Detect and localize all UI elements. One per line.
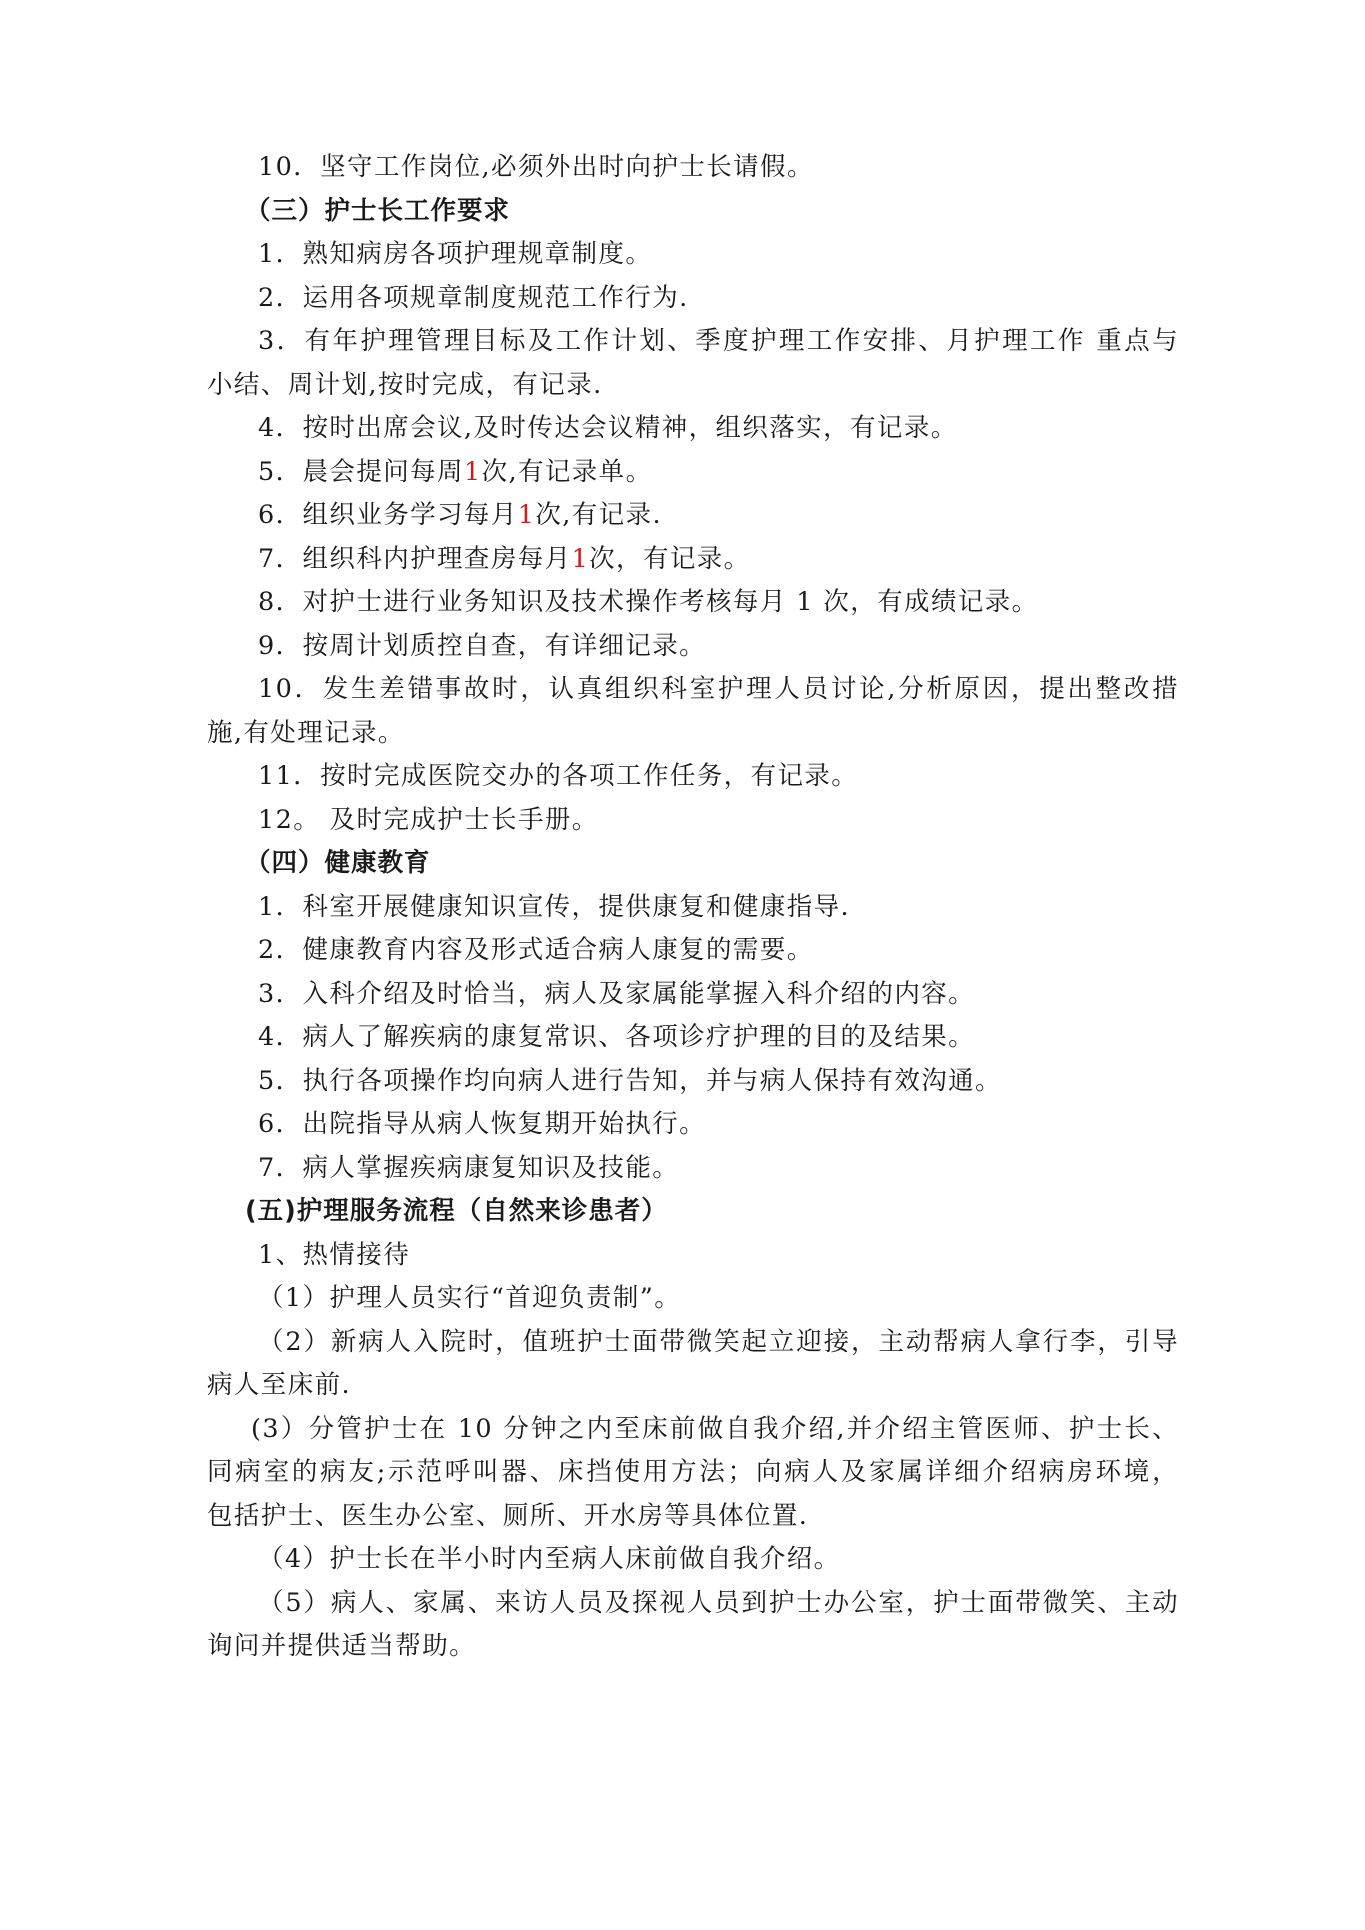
paragraph-line <box>207 538 1179 582</box>
section-heading-3: （三）护士长工作要求 <box>245 195 511 226</box>
line-text: 5．晨会提问每周 <box>258 456 464 487</box>
paragraph-line: 4．按时出席会议,及时传达会议精神，组织落实，有记录。 <box>258 413 958 443</box>
paragraph-line: 9．按周计划质控自查，有详细记录。 <box>258 630 707 661</box>
paragraph-line: 施,有处理记录。 <box>207 717 405 748</box>
document-body <box>207 146 1179 1669</box>
highlight-number: 1 <box>517 500 536 530</box>
paragraph-line: 包括护士、医生办公室、厕所、开水房等具体位置. <box>207 1500 809 1531</box>
paragraph-line: 10．发生差错事故时，认真组织科室护理人员讨论,分析原因，提出整改措 <box>258 674 1179 704</box>
paragraph-line: 2．运用各项规章制度规范工作行为. <box>258 282 689 313</box>
paragraph-line: (3）分管护士在 10 分钟之内至床前做自我介绍,并介绍主管医师、护士长、 <box>251 1413 1179 1444</box>
paragraph-line: 12。 及时完成护士长手册。 <box>258 804 599 835</box>
paragraph-line: 6．出院指导从病人恢复期开始执行。 <box>258 1109 707 1139</box>
paragraph-line: （2）新病人入院时，值班护士面带微笑起立迎接，主动帮病人拿行李，引导 <box>258 1326 1179 1357</box>
line-text: 次，有记录。 <box>589 543 751 574</box>
section-heading-4: （四）健康教育 <box>245 848 431 878</box>
paragraph-line: 1．科室开展健康知识宣传，提供康复和健康指导. <box>258 891 851 922</box>
line-text: 6．组织业务学习每月 <box>258 500 518 530</box>
paragraph-line: （5）病人、家属、来访人员及探视人员到护士办公室，护士面带微笑、主动 <box>258 1587 1179 1618</box>
paragraph-line: 询问并提供适当帮助。 <box>207 1631 477 1661</box>
paragraph-line: 5．执行各项操作均向病人进行告知，并与病人保持有效沟通。 <box>258 1065 1002 1096</box>
paragraph-line: 1．熟知病房各项护理规章制度。 <box>258 239 653 269</box>
section-heading-5: (五)护理服务流程（自然来诊患者） <box>245 1196 668 1226</box>
paragraph-line: 1、热情接待 <box>258 1239 411 1270</box>
paragraph-line: 4．病人了解疾病的康复常识、各项诊疗护理的目的及结果。 <box>258 1022 976 1052</box>
paragraph-line: 3．入科介绍及时恰当，病人及家属能掌握入科介绍的内容。 <box>258 978 976 1009</box>
paragraph-line: 7．病人掌握疾病康复知识及技能。 <box>258 1152 680 1183</box>
paragraph-line: 11．按时完成医院交办的各项工作任务，有记录。 <box>258 761 859 791</box>
paragraph-line: 8．对护士进行业务知识及技术操作考核每月 1 次，有成绩记录。 <box>258 587 1039 617</box>
paragraph-line: 小结、周计划,按时完成，有记录. <box>207 369 603 400</box>
line-text: 7．组织科内护理查房每月 <box>258 543 572 574</box>
highlight-number: 1 <box>463 456 482 487</box>
paragraph-line: 病人至床前. <box>207 1370 352 1400</box>
paragraph-line: 3．有年护理管理目标及工作计划、季度护理工作安排、月护理工作 重点与 <box>258 326 1179 356</box>
line-text: 次,有记录. <box>535 500 662 530</box>
paragraph-line: 同病室的病友;示范呼叫器、床挡使用方法；向病人及家属详细介绍病房环境， <box>207 1457 1179 1487</box>
paragraph-line: 2．健康教育内容及形式适合病人康复的需要。 <box>258 935 814 965</box>
paragraph-line: 10．坚守工作岗位,必须外出时向护士长请假。 <box>258 152 814 182</box>
paragraph-line <box>207 494 1179 538</box>
highlight-number: 1 <box>571 543 590 574</box>
paragraph-line: （4）护士长在半小时内至病人床前做自我介绍。 <box>258 1544 841 1574</box>
paragraph-line <box>207 451 1179 495</box>
line-text: 次,有记录单。 <box>481 456 653 487</box>
paragraph-line: （1）护理人员实行“首迎负责制”。 <box>258 1283 682 1313</box>
